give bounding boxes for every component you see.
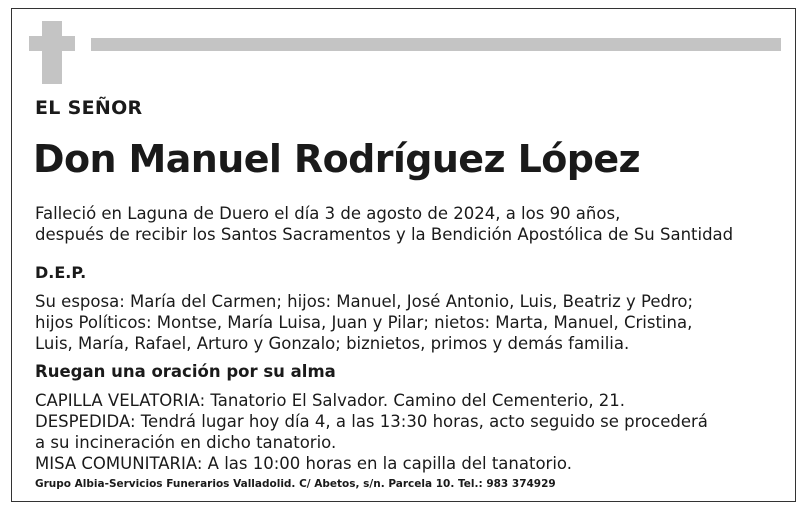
deceased-name: Don Manuel Rodríguez López: [33, 137, 641, 181]
death-line: Falleció en Laguna de Duero el día 3 de agosto de 2024, a los 90 años,: [35, 204, 621, 223]
cross-icon-bar: [29, 36, 75, 51]
service-line: a su incineración en dicho tanatorio.: [35, 433, 337, 452]
service-details: [35, 390, 708, 474]
family-list: [35, 291, 693, 354]
dep-label: D.E.P.: [35, 263, 87, 282]
family-line: Su esposa: María del Carmen; hijos: Manuel, José Antonio, Luis, Beatriz y Pedro;: [35, 292, 694, 311]
family-line: Luis, María, Rafael, Arturo y Gonzalo; biznietos, primos y demás familia.: [35, 334, 630, 353]
cross-icon: [42, 21, 62, 84]
service-line: DESPEDIDA: Tendrá lugar hoy día 4, a las 13:30 horas, acto seguido se procederá: [35, 412, 708, 431]
death-notice: [35, 203, 733, 245]
family-line: hijos Políticos: Montse, María Luisa, Juan y Pilar; nietos: Marta, Manuel, Cristina,: [35, 313, 693, 332]
death-line: después de recibir los Santos Sacramentos y la Bendición Apostólica de Su Santidad: [35, 225, 734, 244]
funeral-home-footer: Grupo Albia-Servicios Funerarios Valladolid. C/ Abetos, s/n. Parcela 10. Tel.: 983 374929: [35, 478, 556, 490]
title-prefix: EL SEÑOR: [35, 97, 143, 119]
header-divider: [91, 38, 781, 51]
service-line: MISA COMUNITARIA: A las 10:00 horas en la capilla del tanatorio.: [35, 454, 572, 473]
prayer-request: Ruegan una oración por su alma: [35, 362, 336, 381]
service-line: CAPILLA VELATORIA: Tanatorio El Salvador. Camino del Cementerio, 21.: [35, 391, 626, 410]
